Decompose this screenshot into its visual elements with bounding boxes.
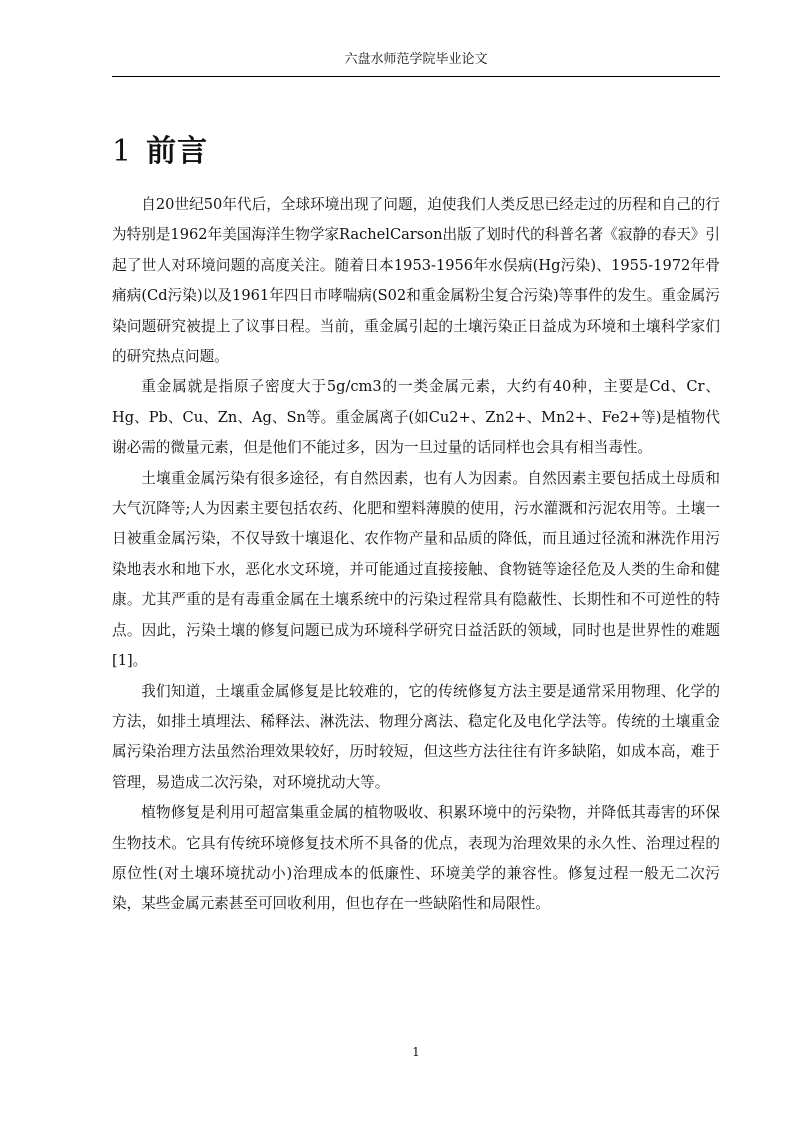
paragraph-1: 自20世纪50年代后，全球环境出现了问题，迫使我们人类反思已经走过的历程和自己的行为特别是1962年美国海洋生物学家RachelCarson出版了划时代的科普名著《寂静的春天》引起了世人对环境问题的高度关注。随着日本1953-1956年水俣病(Hg污染)、1955-1972年骨痛病(Cd污染)以及1961年四日市哮喘病(S02和重金属粉尘复合污染)等事件的发生。重金属污染问题研究被提上了议事日程。当前，重金属引起的土壤污染正日益成为环境和土壤科学家们的研究热点问题。: [112, 196, 720, 366]
body-text: [112, 190, 720, 920]
paragraph-3: 土壤重金属污染有很多途径，有自然因素，也有人为因素。自然因素主要包括成土母质和大气沉降等;人为因素主要包括农药、化肥和塑料薄膜的使用，污水灌溉和污泥农用等。土壤一日被重金属污染，不仅导致十壤退化、农作物产量和品质的降低，而且通过径流和淋洗作用污染地表水和地下水，恶化水文环境，并可能通过直接接触、食物链等途径危及人类的生命和健康。尤其严重的是有毒重金属在土壤系统中的污染过程常具有隐蔽性、长期性和不可逆性的特点。因此，污染土壤的修复问题已成为环境科学研究日益活跃的领域，同时也是世界性的难题[1]。: [112, 469, 720, 670]
chapter-title: [112, 130, 720, 174]
page-number: 1: [412, 1045, 420, 1059]
paragraph-5: 植物修复是利用可超富集重金属的植物吸收、积累环境中的污染物，并降低其毒害的环保生物技术。它具有传统环境修复技术所不具备的优点，表现为治理效果的永久性、治理过程的原位性(对土壤环境扰动小)治理成本的低廉性、环境美学的兼容性。修复过程一般无二次污染，某些金属元素甚至可回收利用，但也存在一些缺陷性和局限性。: [112, 804, 720, 913]
paragraph-4: 我们知道，土壤重金属修复是比较难的，它的传统修复方法主要是通常采用物理、化学的方法，如排土填埋法、稀释法、淋洗法、物理分离法、稳定化及电化学法等。传统的土壤重金属污染治理方法虽然治理效果较好，历时较短，但这些方法往往有许多缺陷，如成本高，难于管理，易造成二次污染，对环境扰动大等。: [112, 682, 720, 791]
chapter-title-text: 前言: [146, 134, 209, 169]
header-title: 六盘水师范学院毕业论文: [344, 52, 488, 67]
paragraph-2: 重金属就是指原子密度大于5g/cm3的一类金属元素，大约有40种，主要是Cd、Cr、Hg、Pb、Cu、Zn、Ag、Sn等。重金属离子(如Cu2+、Zn2+、Mn2+、Fe2+等)是植物代谢必需的微量元素，但是他们不能过多，因为一旦过量的话同样也会具有相当毒性。: [112, 378, 720, 457]
page-header: [112, 52, 720, 77]
chapter-number: 1: [112, 134, 133, 169]
